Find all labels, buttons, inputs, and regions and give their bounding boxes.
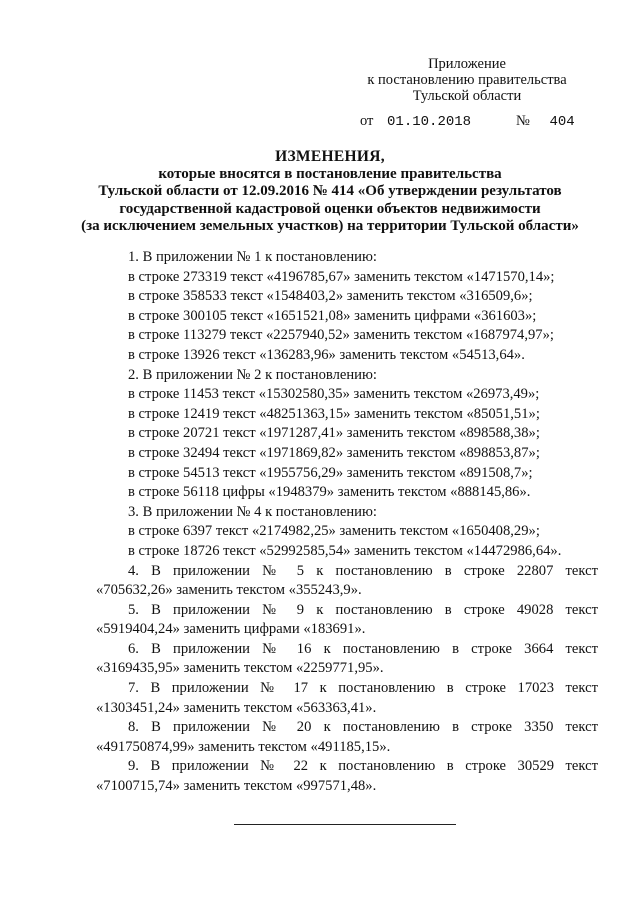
paragraph-second-line: «5919404,24» заменить цифрами «183691». <box>96 621 366 638</box>
date-prefix: от <box>360 113 374 129</box>
paragraph-8 <box>96 718 598 757</box>
body-line: в строке 20721 текст «1971287,41» заменить текстом «898588,38»; <box>128 425 540 442</box>
closing-rule <box>234 824 456 825</box>
body-line: в строке 12419 текст «48251363,15» заменить текстом «85051,51»; <box>128 405 540 422</box>
title-line: государственной кадастровой оценки объектов недвижимости <box>119 200 541 217</box>
resolution-number-group <box>516 113 575 130</box>
title-line: (за исключением земельных участков) на территории Тульской области» <box>81 218 579 234</box>
resolution-date: 01.10.2018 <box>387 114 472 130</box>
paragraph-9 <box>96 757 598 796</box>
body-line: в строке 56118 цифры «1948379» заменить текстом «888145,86». <box>128 484 531 501</box>
paragraph-first-line: 4. В приложении № 5 к постановлению в строке 22807 текст <box>128 562 598 579</box>
paragraph-5 <box>96 601 598 640</box>
title-line: которые вносятся в постановление правительства <box>158 165 502 182</box>
paragraph-7 <box>96 679 598 718</box>
body-line: в строке 32494 текст «1971869,82» заменить текстом «898853,87»; <box>128 444 540 461</box>
document-body <box>96 248 598 797</box>
body-line: 2. В приложении № 2 к постановлению: <box>128 366 377 383</box>
paragraph-first-line: 9. В приложении № 22 к постановлению в строке 30529 текст <box>128 758 598 775</box>
document-title <box>60 148 600 236</box>
body-line: в строке 358533 текст «1548403,2» заменить текстом «316509,6»; <box>128 288 533 305</box>
body-line: в строке 18726 текст «52992585,54» заменить текстом «14472986,64». <box>128 542 562 559</box>
paragraph-second-line: «3169435,95» заменить текстом «2259771,95». <box>96 660 384 677</box>
body-line: в строке 54513 текст «1955756,29» заменить текстом «891508,7»; <box>128 464 533 481</box>
paragraph-first-line: 6. В приложении № 16 к постановлению в строке 3664 текст <box>128 640 598 657</box>
title-line: Тульской области от 12.09.2016 № 414 «Об утверждении результатов <box>98 183 562 199</box>
paragraph-6 <box>96 640 598 679</box>
appendix-line: к постановлению правительства <box>367 72 567 88</box>
appendix-block <box>352 56 582 104</box>
body-line: 3. В приложении № 4 к постановлению: <box>128 503 377 520</box>
body-line: в строке 11453 текст «15302580,35» заменить текстом «26973,49»; <box>128 386 540 403</box>
body-line: 1. В приложении № 1 к постановлению: <box>128 249 377 265</box>
paragraph-second-line: «1303451,24» заменить текстом «563363,41». <box>96 699 377 716</box>
body-line: в строке 6397 текст «2174982,25» заменить текстом «1650408,29»; <box>128 523 540 540</box>
paragraph-first-line: 7. В приложении № 17 к постановлению в строке 17023 текст <box>128 680 598 697</box>
paragraph-second-line: «705632,26» заменить текстом «355243,9». <box>96 582 362 599</box>
appendix-line: Приложение <box>428 56 506 72</box>
title-heading: ИЗМЕНЕНИЯ, <box>275 148 385 165</box>
paragraph-4 <box>96 562 598 601</box>
appendix-line: Тульской области <box>412 88 522 104</box>
body-line: в строке 300105 текст «1651521,08» заменить цифрами «361603»; <box>128 307 537 324</box>
body-line: в строке 113279 текст «2257940,52» заменить текстом «1687974,97»; <box>128 327 554 344</box>
body-line: в строке 273319 текст «4196785,67» заменить текстом «1471570,14»; <box>128 268 555 285</box>
paragraph-second-line: «7100715,74» заменить текстом «997571,48». <box>96 778 377 795</box>
resolution-dateline <box>360 113 575 130</box>
resolution-number: 404 <box>549 114 575 130</box>
paragraph-first-line: 5. В приложении № 9 к постановлению в строке 49028 текст <box>128 601 598 618</box>
body-line: в строке 13926 текст «136283,96» заменить текстом «54513,64». <box>128 346 525 363</box>
number-sign: № <box>516 113 530 129</box>
paragraph-second-line: «491750874,99» заменить текстом «491185,15». <box>96 738 391 755</box>
paragraph-first-line: 8. В приложении № 20 к постановлению в строке 3350 текст <box>128 719 598 736</box>
